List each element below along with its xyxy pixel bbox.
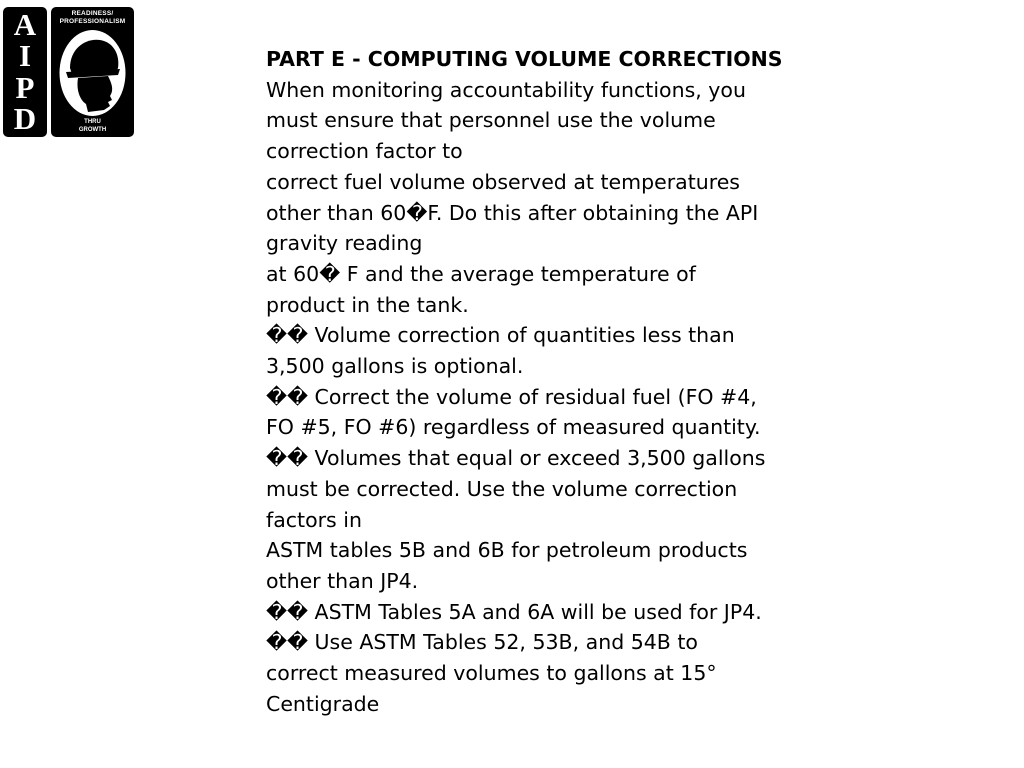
bullet-line: �� Use ASTM Tables 52, 53B, and 54B to	[266, 630, 698, 655]
text-line: must be corrected. Use the volume correction	[266, 476, 738, 501]
text-line: at 60� F and the average temperature of	[266, 261, 696, 286]
text-line: factors in	[266, 507, 362, 532]
text-line: Centigrade	[266, 691, 380, 716]
text-line: correction factor to	[266, 139, 463, 164]
text-line: ASTM tables 5B and 6B for petroleum products	[266, 538, 748, 563]
text-line: FO #5, FO #6) regardless of measured quantity.	[266, 415, 761, 440]
text-line: 3,500 gallons is optional.	[266, 354, 524, 379]
text-line: product in the tank.	[266, 292, 469, 317]
badge-bottom-line: THRU	[84, 119, 101, 125]
bullet-line: �� Volume correction of quantities less than	[266, 323, 735, 348]
bullet-line: �� Correct the volume of residual fuel (FO #4,	[266, 384, 757, 409]
badge-bottom-text	[51, 119, 134, 134]
logo-letter: I	[18, 38, 32, 74]
text-line: gravity reading	[266, 231, 423, 256]
badge-top-text	[51, 10, 134, 26]
logo-letter: D	[13, 101, 37, 137]
logo-letter: P	[15, 69, 35, 105]
badge-top-line: PROFESSIONALISM	[59, 18, 126, 25]
logo-letter: A	[13, 6, 37, 42]
text-line: When monitoring accountability functions, you	[266, 77, 746, 102]
badge-bottom-line: GROWTH	[78, 126, 107, 133]
soldier-head-icon	[58, 28, 127, 118]
text-line: other than 60�F. Do this after obtaining the API	[266, 200, 759, 225]
bullet-line: �� Volumes that equal or exceed 3,500 gallons	[266, 446, 766, 471]
aipd-logo	[3, 7, 134, 137]
text-line: correct measured volumes to gallons at 15°	[266, 661, 717, 686]
text-line: must ensure that personnel use the volume	[266, 108, 716, 133]
logo-badge	[51, 7, 134, 137]
text-line: other than JP4.	[266, 568, 419, 593]
document-body	[266, 44, 783, 719]
bullet-line: �� ASTM Tables 5A and 6A will be used for JP4.	[266, 599, 762, 624]
section-heading: PART E - COMPUTING VOLUME CORRECTIONS	[266, 47, 783, 71]
logo-letters	[3, 7, 47, 137]
text-line: correct fuel volume observed at temperatures	[266, 169, 740, 194]
badge-top-line: READINESS/	[71, 10, 114, 17]
